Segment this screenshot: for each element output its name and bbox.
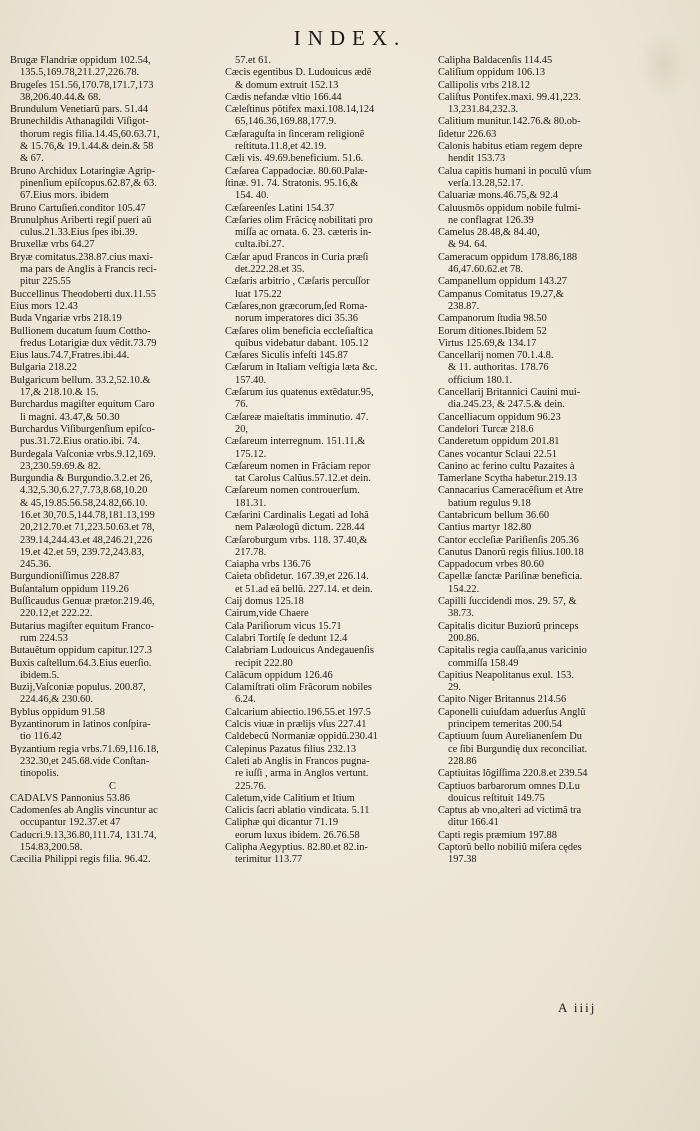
index-entry-line: ma pars de Anglis à Francis reci- [20,264,157,276]
index-entry-line: 181.31. [235,497,267,509]
index-entry-line: 220.12,et 222.22. [20,608,93,620]
index-entry-line: Captiuos barbarorum omnes D.Lu [438,780,580,792]
index-entry-line: officium 180.1. [448,374,513,386]
index-entry-line: 197.38 [448,854,477,866]
index-entry-line: Capellæ ſanctæ Pariſinæ beneficia. [438,571,583,583]
index-entry-line: Cancellarij nomen 70.1.4.8. [438,350,554,362]
index-entry-line: & domum extruit 152.13 [235,79,339,91]
index-entry-line: Bruno Archidux Lotaringiæ Agrip- [10,165,156,177]
index-entry-line: 224.46,& 230.60. [20,694,94,706]
index-entry-line: Cæſaries olim Frãcicę nobilitati pro [225,214,373,226]
index-entry-line: dia.245.23, & 247.5.& dein. [448,399,565,411]
index-entry-line: Buxis caſtellum.64.3.Eius euerſio. [10,657,152,669]
index-entry-line: Buzij,Vaſconiæ populus. 200.87, [10,682,146,694]
index-entry-line: Cæſaris arbitrio , Cæſaris percuſſor [225,276,370,288]
index-entry-line: & 11. authoritas. 178.76 [448,362,549,374]
index-entry-line: Calcarium abiectio.196.55.et 197.5 [225,706,372,718]
index-entry-line: Cædis nefandæ vltio 166.44 [225,91,342,103]
index-entry-line: Byzantium regia vrbs.71.69,116.18, [10,743,159,755]
index-entry-line: Captiuitas lõgiſſima 220.8.et 239.54 [438,768,588,780]
index-entry-line: & 45,19.85.56.58,24.82,66.10. [20,497,148,509]
index-entry-line: 76. [235,399,248,411]
index-entry-line: 13,231.84,232.3. [448,104,519,116]
index-entry-line: 175.12. [235,448,267,460]
index-entry-line: Capito Niger Britannus 214.56 [438,694,567,706]
index-entry-line: Calitium munitur.142.76.& 80.ob- [438,116,581,128]
index-entry-line: Captorũ bello nobiliũ miſera cędes [438,842,582,853]
index-entry-line: douicus reſtituit 149.75 [448,792,545,804]
index-entry-line: Burchardus Viſiburgenſium epiſco- [10,423,156,435]
index-entry-line: ne conflagrat 126.39 [448,214,534,226]
index-entry-line: 4.32,5.30,6.27,7.73,8.68,10.20 [20,485,148,497]
index-entry-line: Brunulphus Ariberti regiſ pueri aũ [10,214,152,226]
index-entry-line: principem temeritas 200.54 [448,719,562,731]
index-entry-line: Cala Pariſiorum vicus 15.71 [225,620,342,632]
index-entry-line: Cantius martyr 182.80 [438,522,532,534]
index-entry-line: Cæſarum in Italiam veſtigia læta &c. [225,362,378,374]
index-entry-line: tat Carolus Calũus.57.12.et dein. [235,473,371,485]
index-entry-line: Calonis habitus etiam regem depre [438,141,583,153]
index-entry-line: Buccellinus Theodoberti dux.11.55 [10,288,157,300]
index-entry-line: Byzantinorum in latinos conſpira- [10,719,151,731]
index-entry-line: culta.ibi.27. [235,239,285,251]
index-column-2 [225,55,425,867]
index-entry-line: Cæſaraguſta in ſinceram religionẽ [225,128,365,140]
index-entry-line: Burchardus magiſter equitum Caro [10,399,155,411]
index-entry-line: li magni. 43.47,& 50.30 [20,411,120,423]
index-entry-line: & 94. 64. [448,239,488,251]
index-entry-line: 157.40. [235,374,267,386]
index-entry-line: Cæcis egentibus D. Ludouicus ædẽ [225,67,372,79]
index-entry-line: Calcis viuæ in prælijs vſus 227.41 [225,719,367,731]
index-entry-line: Burdegala Vaſconiæ vrbs.9.12,169. [10,448,156,460]
index-entry-line: det.222.28.et 35. [235,264,305,276]
index-entry-line: Brundulum Venetiarũ pars. 51.44 [10,104,149,116]
running-head: INDEX. [293,26,407,50]
index-entry-line: Captus ab vno,alteri ad victimã tra [438,805,582,817]
index-entry-line: Brugæ Flandriæ oppidum 102.54, [10,55,151,66]
index-entry-line: Bruno Cartuſień.conditor 105.47 [10,202,146,214]
index-entry-line: Cæleſtinus põtifex maxi.108.14,124 [225,104,375,116]
index-entry-line: Caliſium oppidum 106.13 [438,67,546,79]
index-entry-line: 46,47.60.62.et 78. [448,264,524,276]
index-entry-line: Cæſaroburgum vrbs. 118. 37.40,& [225,534,368,546]
index-entry-line: & 67. [20,153,44,165]
index-entry-line: reſtituta.11.8,et 42.19. [235,141,327,153]
index-entry-line: recipit 222.80 [235,657,293,669]
index-entry-line: commiſſa 158.49 [448,657,519,669]
index-entry-line: Eorum ditiones.Ibidem 52 [438,325,547,337]
index-entry-line: Caleti ab Anglis in Francos pugna- [225,755,370,767]
index-entry-line: 57.et 61. [235,55,272,66]
index-entry-line: tinopolis. [20,768,59,780]
index-entry-line: Canutus Danorũ regis filius.100.18 [438,546,584,558]
index-entry-line: 154.22. [448,583,480,595]
index-entry-line: luat 175.22 [235,288,282,300]
index-entry-line: culus.21.33.Eius ſpes ibi.39. [20,227,138,239]
index-entry-line: Bryæ comitatus.238.87.cius maxi- [10,251,153,263]
index-entry-line: Cantabricum bellum 36.60 [438,509,550,521]
index-entry-line: Campanorum ſtudia 98.50 [438,313,547,325]
index-entry-line: Calipha Baldacenſis 114.45 [438,55,553,66]
index-entry-line: Virtus 125.69,& 134.17 [438,337,537,349]
index-entry-line: quibus videbatur dabant. 105.12 [235,337,369,349]
index-entry-line: hendit 153.73 [448,153,506,165]
index-entry-line: eorum luxus ibidem. 26.76.58 [235,829,360,841]
index-entry-line: Cæſareenſes Latini 154.37 [225,202,335,214]
index-entry-line: thorum regis filia.14.45,60.63.71, [20,128,160,140]
index-entry-line: Calicis ſacri ablatio vindicata. 5.11 [225,805,370,817]
index-entry-line: nem Palæologũ dictum. 228.44 [235,522,365,534]
index-entry-line: 217.78. [235,546,267,558]
index-entry-line: Butauẽtum oppidum capitur.127.3 [10,645,152,657]
index-entry-line: Calabri Tortiſę ſe dedunt 12.4 [225,632,348,644]
index-column-1 [10,55,215,867]
index-entry-line: Cæli vis. 49.69.beneficium. 51.6. [225,153,364,165]
index-entry-line: Cameracum oppidum 178.86,188 [438,251,578,263]
index-entry-line: batium regulus 9.18 [448,497,531,509]
index-entry-line: Capitalis dicitur Buziorũ princeps [438,620,579,632]
index-entry-line: Cancellarij Britannici Cauini mui- [438,387,581,399]
index-entry-line: et 51.ad eã bellũ. 227.14. et dein. [235,583,373,595]
index-entry-line: tio 116.42 [20,731,62,743]
index-entry-line: ditur 166.41 [448,817,499,829]
index-entry-line: Cæſareum nomen in Frãciam repor [225,460,371,472]
index-entry-line: re iuſſi , arma in Anglos vertunt. [235,768,369,780]
index-entry-line: Cancelliacum oppidum 96.23 [438,411,561,423]
index-entry-line: 16.et 30,70.5,144.78,181.13,199 [20,509,155,521]
index-entry-line: Buda Vngariæ vrbs 218.19 [10,313,122,325]
index-entry-line: Eius mors 12.43 [10,300,78,312]
index-entry-line: Canes vocantur Sclaui 22.51 [438,448,557,460]
index-entry-line: Capitalis regia cauſſa,anus varicinio [438,645,587,657]
index-entry-line: Capitius Neapolitanus exul. 153. [438,669,574,681]
index-entry-line: Caponelli cuiuſdam aduerſus Anglũ [438,706,586,718]
index-entry-line: 154.83,200.58. [20,842,83,853]
index-entry-line: Cantor eccleſiæ Pariſienſis 205.36 [438,534,579,546]
index-entry-line: & 15.76,& 19.1.44.& dein.& 58 [20,141,154,153]
index-entry-line: 67.Eius mors. ibidem [20,190,109,202]
index-entry-line: Calamiſtrati olim Frãcorum nobiles [225,682,372,694]
index-entry-line: 6.24. [235,694,256,706]
index-entry-line: Bullionem ducatum ſuum Cottho- [10,325,151,337]
index-entry-line: Cæſares Siculis infeſti 145.87 [225,350,348,362]
index-entry-line: 17,& 218.10.& 15. [20,387,99,399]
index-entry-line: Cæſarum ius quatenus extẽdatur.95, [225,387,374,399]
index-entry-line: Brunechildis Athanagildi Viſigot- [10,116,149,128]
index-entry-line: 29. [448,682,461,694]
index-entry-line: Caluariæ mons.46.75,& 92.4 [438,190,559,202]
index-entry-line: Cæſares olim beneficia eccleſiaſtica [225,325,373,337]
index-entry-line: 239.14,244.43.et 48,246.21,226 [20,534,153,546]
index-entry-line: Campanellum oppidum 143.27 [438,276,568,288]
index-entry-line: Campanus Comitatus 19.27,& [438,288,564,300]
index-entry-line: Cæſarini Cardinalis Legati ad Iohã [225,509,369,521]
index-entry-line: Burgundia & Burgundio.3.2.et 26, [10,473,153,485]
index-entry-line: Capti regis præmium 197.88 [438,829,557,841]
index-entry-line: Eius laus.74.7,Fratres.ibi.44. [10,350,130,362]
index-entry-line: 38.73. [448,608,474,620]
index-entry-line: Cæſarea Cappadociæ. 80.60.Palæ- [225,165,368,177]
index-entry-line: 228.86 [448,755,477,767]
index-entry-line: Bulgaricum bellum. 33.2,52.10.& [10,374,151,386]
index-entry-line: Calua capitis humani in poculũ vſum [438,165,592,177]
index-entry-line: pinenſium epiſcopus.62.87,& 63. [20,177,157,189]
index-entry-line: Caiapha vrbs 136.76 [225,559,311,571]
index-entry-line: ſtinæ. 91. 74. Stratonis. 95.16,& [225,177,359,189]
index-entry-line: Candelori Turcæ 218.6 [438,423,534,435]
index-entry-line: Capilli ſuccidendi mos. 29. 57, & [438,596,577,608]
index-entry-line: Cæſareum interregnum. 151.11.& [225,436,366,448]
index-entry-line: Cairum,vide Chaere [225,608,309,620]
index-entry-line: Byblus oppidum 91.58 [10,706,105,718]
index-entry-line: Callipolis vrbs 218.12 [438,79,531,91]
index-entry-line: occupantur 192.37.et 47 [20,817,121,829]
index-entry-line: 238.87. [448,300,480,312]
index-entry-line: C [109,780,116,792]
index-entry-line: Caliphæ qui dicantur 71.19 [225,817,339,829]
index-entry-line: CADALVS Pannonius 53.86 [10,792,130,804]
index-entry-line: Caletum,vide Calitium et Itium [225,792,355,804]
index-entry-line: 135.5,169.78,211.27,226.78. [20,67,140,79]
index-entry-line: Caluusmõs oppidum nobile fulmi- [438,202,581,214]
index-entry-line: Tamerlane Scytha habetur.219.13 [438,473,577,485]
index-entry-line: Burgundioniſſimus 228.87 [10,571,120,583]
index-entry-line: Caij domus 125.18 [225,596,304,608]
index-entry-line: Cæſareæ maieſtatis imminutio. 47. [225,411,369,423]
index-entry-line: 232.30,et 245.68.vide Conſtan- [20,755,150,767]
index-entry-line: 200.86. [448,632,480,644]
index-entry-line: miſſa ac ornata. 6. 23. cæteris in- [235,227,372,239]
index-entry-line: Cannacarius Cameracẽſium et Atre [438,485,584,497]
index-entry-line: pus.31.72.Eius oratio.ibi. 74. [20,436,141,448]
index-entry-line: Calãcum oppidum 126.46 [225,669,333,681]
index-entry-line: Canderetum oppidum 201.81 [438,436,560,448]
index-entry-line: Cæcilia Philippi regis filia. 96.42. [10,854,151,866]
index-entry-line: verſa.13.28,52.17. [448,177,524,189]
index-entry-line: 154. 40. [235,190,269,202]
index-entry-line: 19.et 42.et 59, 239.72,243.83, [20,546,145,558]
index-entry-line: Calepinus Pazatus filius 232.13 [225,743,357,755]
index-entry-line: Cæſares,non græcorum,ſed Roma- [225,300,368,312]
index-entry-line: Caldebecũ Normaniæ oppidũ.230.41 [225,731,378,743]
index-entry-line: Buſſicaudus Genuæ prætor.219.46, [10,596,155,608]
index-entry-line: rum 224.53 [20,632,68,644]
index-entry-line: 20,212.70.et 71,223.50.63.et 78, [20,522,155,534]
index-entry-line: Calabriam Ludouicus Andegauenſis [225,645,374,657]
index-entry-line: ce ſibi Burgundię dux reconciliat. [448,743,588,755]
index-entry-line: Camelus 28.48,& 84.40, [438,227,540,239]
index-entry-line: Cæſar apud Francos in Curia præſi [225,251,369,263]
index-entry-line: Brugeſes 151.56,170.78,171.7,173 [10,79,154,91]
signature-mark: A iiij [558,1000,597,1015]
index-entry-line: ibidem.5. [20,669,60,681]
index-entry-line: Bulgaria 218.22 [10,362,77,374]
index-entry-line: Calipha Aegyptius. 82.80.et 82.in- [225,842,368,853]
index-entry-line: Caliſtus Pontifex.maxi. 99.41,223. [438,91,581,103]
index-entry-line: Bruxellæ vrbs 64.27 [10,239,95,251]
index-entry-line: pitur 225.55 [20,276,71,288]
index-column-3 [438,55,643,867]
index-entry-line: Cæſareum nomen controuerſum. [225,485,360,497]
index-entry-line: Caducri.9.13,36.80,111.74, 131.74, [10,829,157,841]
index-entry-line: 38,206.40.44.& 68. [20,91,101,103]
index-entry-line: fredus Lotarigiæ dux vẽdit.73.79 [20,337,157,349]
index-entry-line: Butarius magiſter equitum Franco- [10,620,154,632]
index-entry-line: Caieta obſidetur. 167.39,et 226.14. [225,571,369,583]
index-entry-line: Cadomenſes ab Anglis vincuntur ac [10,805,158,817]
index-entry-line: Captiuum ſuum Aurelianenſem Du [438,731,583,743]
index-entry-line: 225.76. [235,780,267,792]
index-entry-line: ſidetur 226.63 [438,128,497,140]
index-entry-line: 23,230.59.69.& 82. [20,460,101,472]
index-entry-line: terimitur 113.77 [235,854,303,866]
index-entry-line: 65,146.36,169.88,177.9. [235,116,337,128]
index-entry-line: 245.36. [20,559,52,571]
index-entry-line: norum imperatores dici 35.36 [235,313,358,325]
index-entry-line: 20, [235,423,248,435]
index-entry-line: Buſantalum oppidum 119.26 [10,583,129,595]
index-entry-line: Cappadocum vrbes 80.60 [438,559,544,571]
index-entry-line: Canino ac ferino cultu Pazaites à [438,460,575,472]
